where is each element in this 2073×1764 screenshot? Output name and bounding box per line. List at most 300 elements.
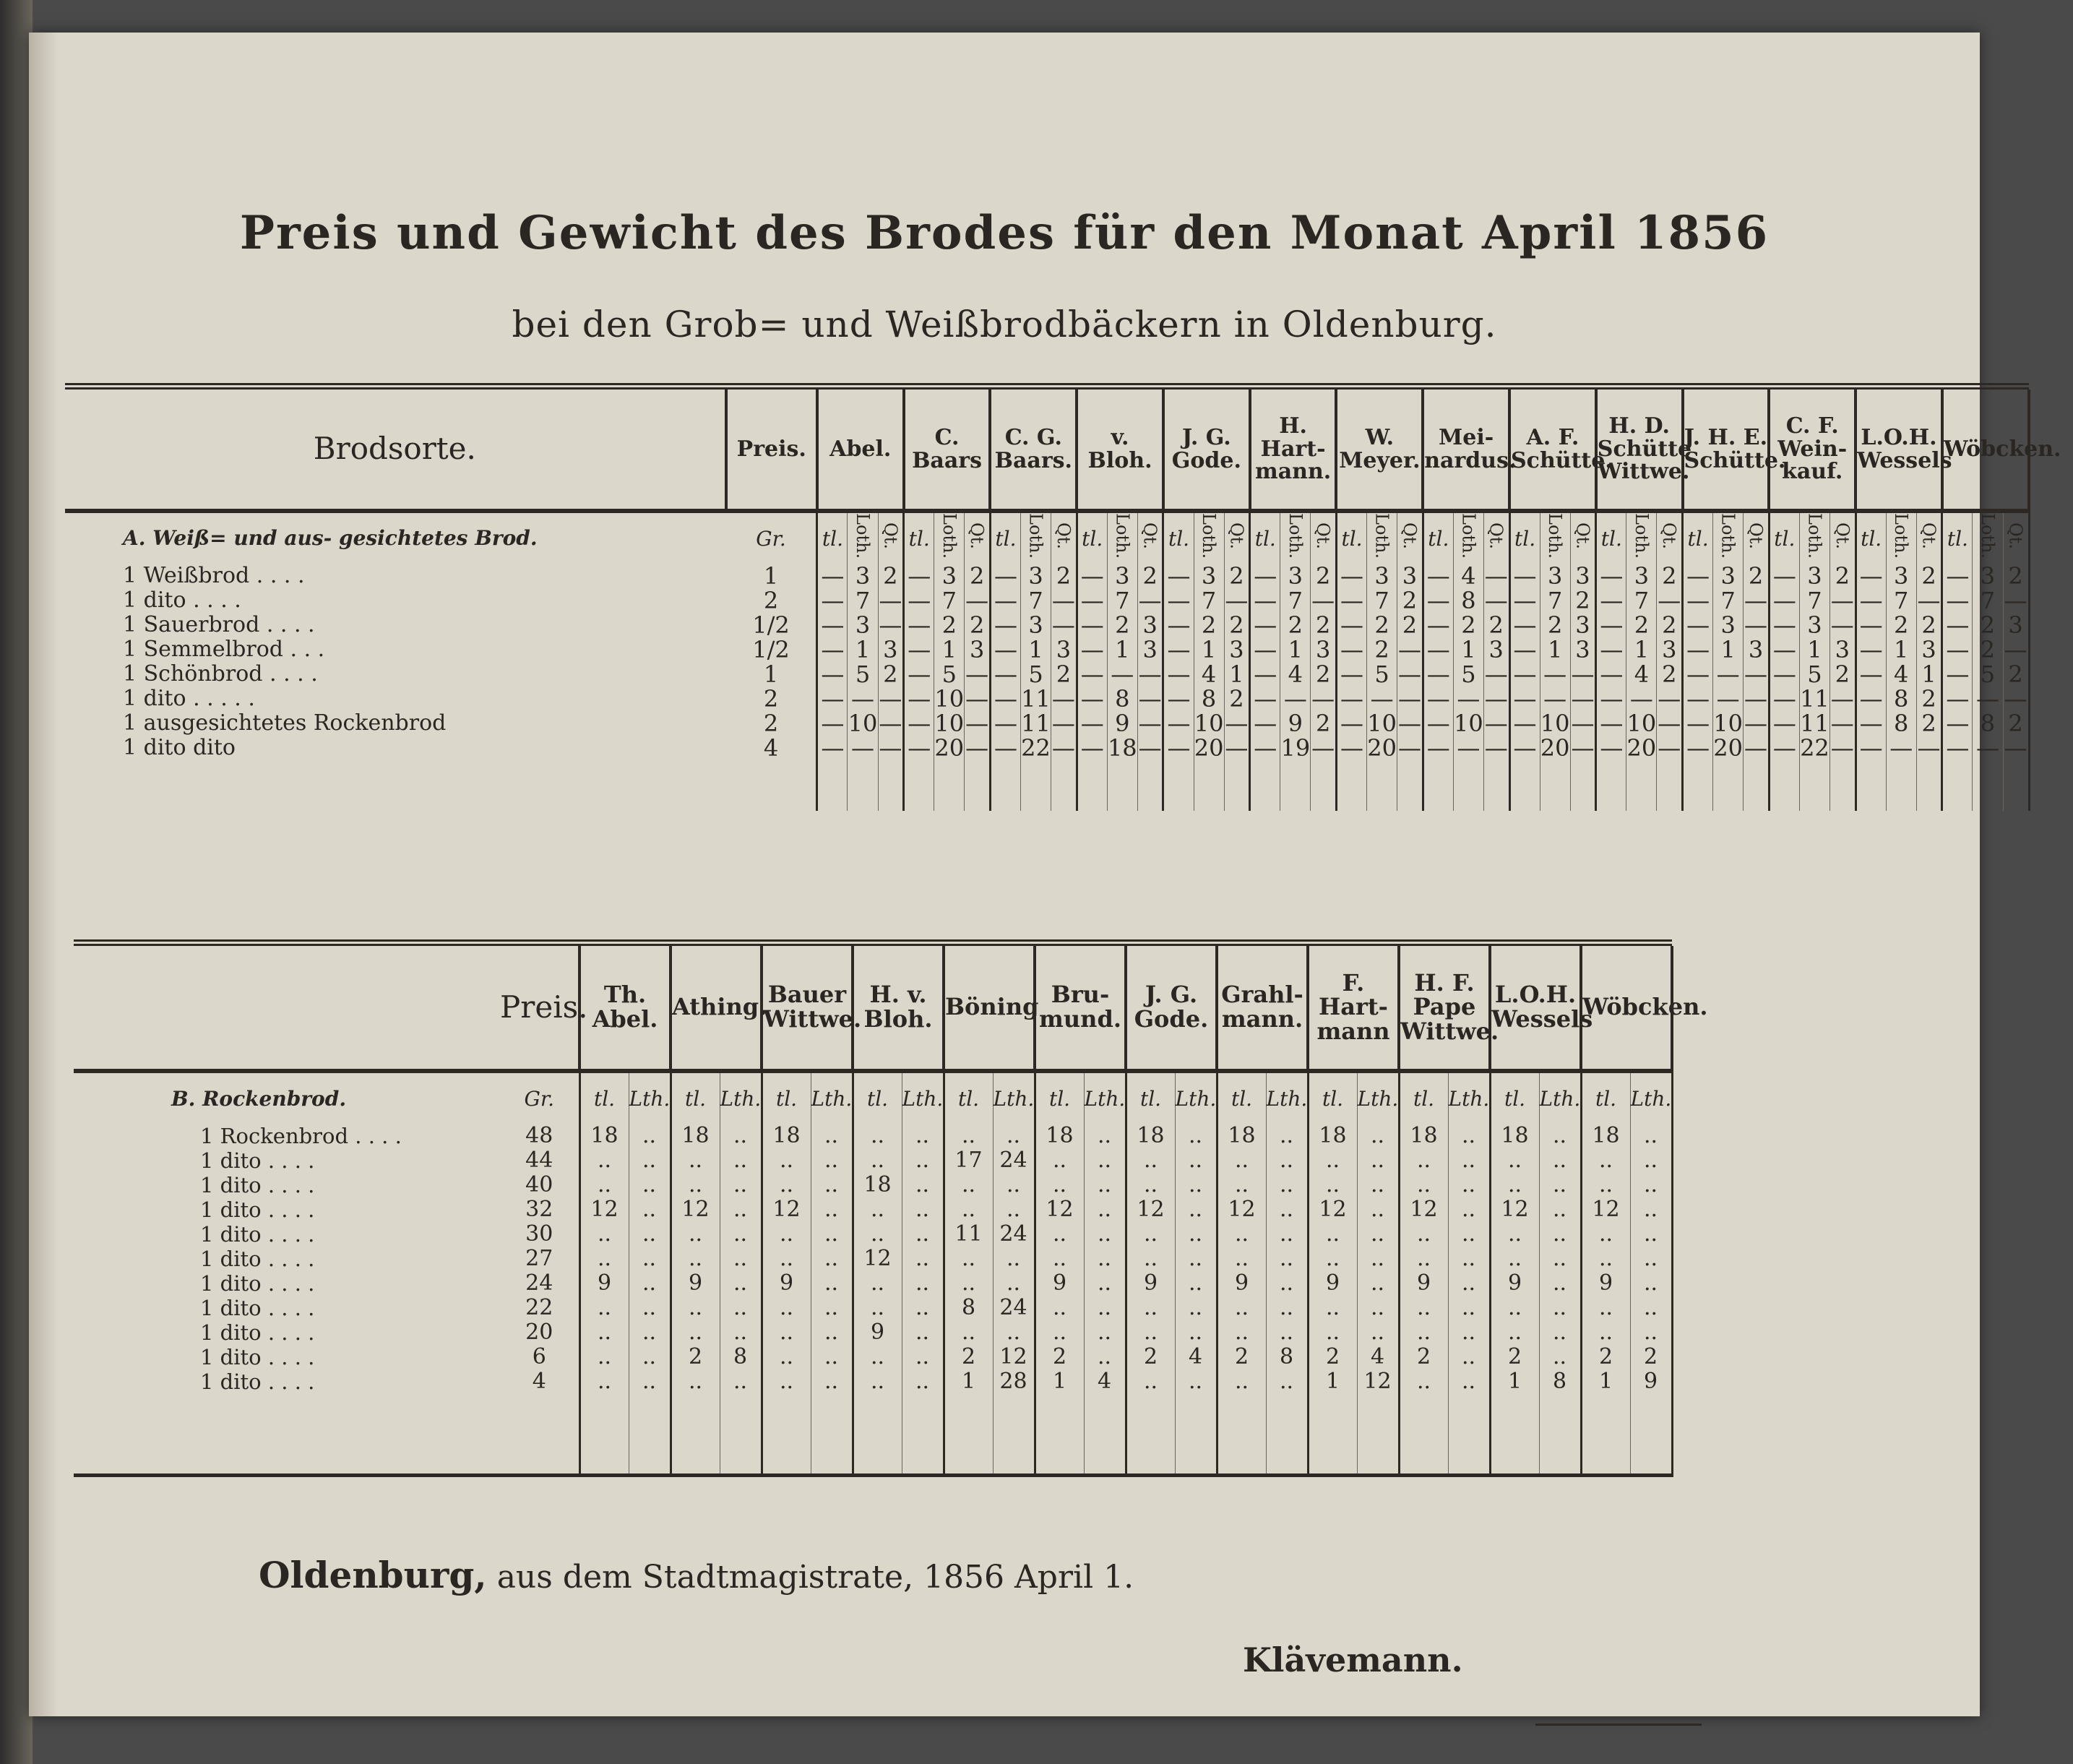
- cell-value: ..: [1035, 1222, 1084, 1247]
- cell-value: ..: [1035, 1247, 1084, 1271]
- cell-value: ..: [993, 1173, 1035, 1197]
- cell-value: —: [1077, 588, 1107, 613]
- unit-text: Loth.: [1285, 513, 1306, 559]
- signature-rule: [1535, 1724, 1702, 1726]
- cell-value: 9: [1308, 1271, 1357, 1296]
- cell-value: 2: [965, 564, 991, 588]
- table-row: [74, 1148, 1672, 1173]
- cell-value: 3: [1973, 564, 2003, 588]
- cell-value: ..: [811, 1197, 853, 1222]
- cell-value: 2: [1399, 1345, 1448, 1369]
- cell-value: —: [1224, 711, 1250, 736]
- cell-value: —: [1483, 736, 1509, 760]
- unit-label: Lth.: [811, 1073, 853, 1124]
- cell-value: ..: [1399, 1148, 1448, 1173]
- cell-value: ..: [1581, 1296, 1630, 1320]
- unit-label: [990, 513, 1020, 564]
- table-row: [74, 1271, 1672, 1296]
- unit-text: Loth.: [939, 513, 960, 559]
- cell-value: ..: [1448, 1345, 1490, 1369]
- cell-value: —: [1942, 637, 1973, 662]
- cell-value: —: [1744, 613, 1770, 637]
- unit-label: [2003, 513, 2029, 564]
- cell-value: ..: [853, 1271, 902, 1296]
- cell-value: 11: [1800, 685, 1830, 713]
- cell-value: ..: [902, 1345, 944, 1369]
- row-label: 1 dito . . . .: [200, 1345, 315, 1369]
- cell-value: —: [1856, 588, 1886, 613]
- cell-value: ..: [811, 1247, 853, 1271]
- cell-value: —: [1916, 736, 1942, 760]
- cell-value: ..: [902, 1124, 944, 1148]
- cell-value: ..: [720, 1197, 762, 1222]
- cell-value: 3: [1916, 637, 1942, 662]
- cell-value: ..: [1448, 1124, 1490, 1148]
- cell-value: ..: [1581, 1247, 1630, 1271]
- cell-value: ..: [671, 1369, 720, 1394]
- cell-value: 2: [1224, 613, 1250, 637]
- column-header: J. G. Gode.: [1163, 390, 1250, 511]
- unit-label: tl.: [1035, 1073, 1084, 1124]
- cell-value: —: [1830, 687, 1856, 711]
- cell-value: —: [1856, 613, 1886, 637]
- row-price: 40: [500, 1173, 579, 1197]
- cell-value: 12: [1399, 1197, 1448, 1222]
- cell-value: ..: [853, 1369, 902, 1394]
- unit-label: [1570, 513, 1596, 564]
- cell-value: 3: [1886, 564, 1916, 588]
- unit-text: Qt.: [1226, 522, 1247, 550]
- row-price: 1: [726, 564, 817, 588]
- cell-value: —: [1509, 637, 1540, 662]
- cell-value: 2: [1397, 613, 1423, 637]
- cell-value: —: [1626, 687, 1657, 711]
- cell-value: —: [1163, 564, 1194, 588]
- row-price: 2: [726, 588, 817, 613]
- row-price: 4: [500, 1369, 579, 1394]
- cell-value: ..: [1630, 1148, 1672, 1173]
- unit-label: Lth.: [720, 1073, 762, 1124]
- cell-value: ..: [811, 1345, 853, 1369]
- cell-value: 3: [934, 564, 965, 588]
- cell-value: 8: [1453, 588, 1483, 613]
- cell-value: 2: [1397, 588, 1423, 613]
- cell-value: —: [1830, 711, 1856, 736]
- unit-label: [965, 513, 991, 564]
- cell-value: 2: [1973, 637, 2003, 662]
- cell-value: —: [817, 564, 848, 588]
- cell-value: —: [1570, 711, 1596, 736]
- cell-value: ..: [720, 1124, 762, 1148]
- cell-value: ..: [902, 1296, 944, 1320]
- cell-value: ..: [629, 1173, 671, 1197]
- cell-value: —: [1423, 613, 1453, 637]
- cell-value: 2: [2003, 711, 2029, 736]
- cell-value: 9: [1581, 1271, 1630, 1296]
- unit-label: tl.: [1217, 1073, 1266, 1124]
- cell-value: 20: [1540, 734, 1570, 762]
- cell-value: 12: [993, 1345, 1035, 1369]
- cell-value: —: [1856, 637, 1886, 662]
- cell-value: ..: [1630, 1222, 1672, 1247]
- cell-value: —: [1077, 711, 1107, 736]
- cell-value: 18: [1035, 1124, 1084, 1148]
- cell-value: —: [1942, 711, 1973, 736]
- cell-value: 10: [1713, 710, 1744, 738]
- cell-value: —: [1657, 711, 1683, 736]
- row-label: 1 Sauerbrod . . . .: [123, 612, 315, 638]
- cell-value: ..: [1448, 1320, 1490, 1345]
- cell-value: —: [1483, 711, 1509, 736]
- cell-value: —: [1683, 662, 1713, 687]
- cell-value: 7: [1367, 588, 1397, 613]
- cell-value: ..: [1175, 1320, 1217, 1345]
- cell-value: 2: [1224, 687, 1250, 711]
- unit-label: [1311, 513, 1337, 564]
- cell-value: 3: [1021, 564, 1051, 588]
- cell-value: ..: [762, 1369, 811, 1394]
- cell-value: 7: [848, 588, 878, 613]
- cell-value: 20: [1626, 734, 1657, 762]
- unit-label: [878, 513, 904, 564]
- cell-value: ..: [1630, 1247, 1672, 1271]
- unit-text: Loth.: [1371, 513, 1392, 559]
- cell-value: 3: [1137, 637, 1163, 662]
- cell-value: 1: [1035, 1369, 1084, 1394]
- unit-label: [1799, 513, 1830, 564]
- cell-value: ..: [762, 1148, 811, 1173]
- cell-value: —: [1077, 564, 1107, 588]
- cell-value: —: [1509, 588, 1540, 613]
- cell-value: 22: [1021, 734, 1051, 762]
- cell-value: 3: [1570, 564, 1596, 588]
- cell-value: 2: [1657, 662, 1683, 687]
- table-row: [65, 588, 2029, 613]
- unit-label: [1596, 513, 1626, 564]
- unit-text: Loth.: [1804, 513, 1825, 559]
- cell-value: —: [1137, 736, 1163, 760]
- cell-value: 12: [1490, 1197, 1539, 1222]
- cell-value: ..: [1217, 1320, 1266, 1345]
- cell-value: —: [1336, 662, 1366, 687]
- cell-value: —: [1596, 613, 1626, 637]
- cell-value: —: [1769, 687, 1799, 711]
- cell-value: ..: [720, 1148, 762, 1173]
- cell-value: ..: [811, 1369, 853, 1394]
- cell-value: 2: [934, 613, 965, 637]
- cell-value: ..: [1630, 1320, 1672, 1345]
- row-label: 1 dito . . . .: [200, 1222, 315, 1247]
- cell-value: —: [990, 564, 1020, 588]
- unit-label: tl.: [1126, 1073, 1175, 1124]
- cell-value: 2: [1916, 564, 1942, 588]
- unit-text: Qt.: [1139, 522, 1160, 550]
- unit-label: Lth.: [1266, 1073, 1308, 1124]
- unit-text: Qt.: [1918, 522, 1939, 550]
- cell-value: —: [817, 711, 848, 736]
- cell-value: 2: [1194, 613, 1224, 637]
- cell-value: —: [2003, 687, 2029, 711]
- cell-value: ..: [1357, 1197, 1399, 1222]
- cell-value: ..: [1308, 1222, 1357, 1247]
- column-header: Brodsorte.: [65, 390, 726, 511]
- column-header: H. v. Bloh.: [853, 946, 944, 1071]
- cell-value: ..: [1266, 1247, 1308, 1271]
- cell-value: —: [1051, 613, 1077, 637]
- cell-value: 1: [1713, 637, 1744, 662]
- cell-value: 3: [848, 564, 878, 588]
- row-label: 1 dito . . . .: [200, 1148, 315, 1173]
- cell-value: ..: [1126, 1247, 1175, 1271]
- row-price: 1/2: [726, 613, 817, 637]
- cell-value: 24: [993, 1296, 1035, 1320]
- cell-value: ..: [1266, 1173, 1308, 1197]
- cell-value: ..: [1175, 1197, 1217, 1222]
- cell-value: ..: [671, 1247, 720, 1271]
- cell-value: 3: [1713, 613, 1744, 637]
- cell-value: ..: [629, 1124, 671, 1148]
- cell-value: —: [1483, 588, 1509, 613]
- cell-value: —: [1509, 687, 1540, 711]
- cell-value: ..: [1175, 1271, 1217, 1296]
- cell-value: —: [1570, 687, 1596, 711]
- cell-value: —: [904, 637, 934, 662]
- cell-value: —: [1107, 662, 1137, 687]
- cell-value: ..: [993, 1320, 1035, 1345]
- unit-label: [1916, 513, 1942, 564]
- cell-value: —: [1423, 711, 1453, 736]
- cell-value: —: [904, 662, 934, 687]
- cell-value: 1: [1280, 637, 1311, 662]
- cell-value: 7: [1886, 588, 1916, 613]
- cell-value: 7: [1021, 588, 1051, 613]
- row-price: 1: [726, 662, 817, 687]
- unit-label: Lth.: [629, 1073, 671, 1124]
- cell-value: ..: [1084, 1197, 1126, 1222]
- cell-value: 20: [1367, 734, 1397, 762]
- row-price: 22: [500, 1296, 579, 1320]
- cell-value: ..: [1266, 1271, 1308, 1296]
- cell-value: 3: [1397, 564, 1423, 588]
- cell-value: 24: [993, 1222, 1035, 1247]
- cell-value: 2: [944, 1345, 993, 1369]
- row-label: 1 dito . . . .: [123, 588, 241, 614]
- cell-value: —: [1596, 662, 1626, 687]
- cell-value: ..: [993, 1124, 1035, 1148]
- cell-value: —: [1683, 736, 1713, 760]
- column-header: Böning: [944, 946, 1035, 1071]
- cell-value: —: [1570, 736, 1596, 760]
- cell-value: —: [1051, 711, 1077, 736]
- cell-value: 1: [1021, 637, 1051, 662]
- cell-value: 2: [1051, 564, 1077, 588]
- footer-dateline: [259, 1554, 1134, 1596]
- unit-text: tl.: [995, 526, 1017, 551]
- cell-value: 9: [762, 1271, 811, 1296]
- cell-value: 18: [1126, 1124, 1175, 1148]
- cell-value: ..: [1084, 1271, 1126, 1296]
- cell-value: ..: [1357, 1247, 1399, 1271]
- cell-value: —: [1744, 588, 1770, 613]
- column-header: J. H. E. Schütte.: [1683, 390, 1770, 511]
- cell-value: ..: [1399, 1369, 1448, 1394]
- cell-value: —: [965, 662, 991, 687]
- cell-value: ..: [902, 1320, 944, 1345]
- cell-value: ..: [853, 1345, 902, 1369]
- cell-value: ..: [1399, 1320, 1448, 1345]
- unit-label: [1769, 513, 1799, 564]
- cell-value: ..: [1175, 1222, 1217, 1247]
- cell-value: ..: [1266, 1197, 1308, 1222]
- cell-value: 8: [1107, 687, 1137, 711]
- unit-text: Qt.: [1659, 522, 1680, 550]
- column-header: W. Meyer.: [1336, 390, 1423, 511]
- cell-value: ..: [1357, 1148, 1399, 1173]
- unit-text: tl.: [1428, 526, 1449, 551]
- cell-value: 2: [1570, 588, 1596, 613]
- cell-value: —: [1397, 687, 1423, 711]
- unit-label: [1397, 513, 1423, 564]
- cell-value: 3: [1367, 564, 1397, 588]
- cell-value: 3: [1021, 613, 1051, 637]
- cell-value: ..: [1217, 1247, 1266, 1271]
- cell-value: 10: [934, 685, 965, 713]
- column-header: Grahl- mann.: [1217, 946, 1308, 1071]
- cell-value: —: [1509, 662, 1540, 687]
- cell-value: —: [1769, 564, 1799, 588]
- cell-value: 7: [1540, 588, 1570, 613]
- cell-value: 12: [671, 1197, 720, 1222]
- unit-label: [934, 513, 965, 564]
- cell-value: 22: [1800, 734, 1830, 762]
- cell-value: —: [1683, 687, 1713, 711]
- cell-value: 12: [1126, 1197, 1175, 1222]
- cell-value: 2: [1224, 564, 1250, 588]
- cell-value: —: [990, 711, 1020, 736]
- cell-value: —: [1683, 637, 1713, 662]
- cell-value: 9: [1399, 1271, 1448, 1296]
- unit-label: [1657, 513, 1683, 564]
- cell-value: ..: [1217, 1222, 1266, 1247]
- cell-value: ..: [1448, 1296, 1490, 1320]
- cell-value: 3: [1744, 637, 1770, 662]
- cell-value: ..: [1357, 1271, 1399, 1296]
- cell-value: ..: [629, 1345, 671, 1369]
- cell-value: ..: [1084, 1296, 1126, 1320]
- cell-value: ..: [1490, 1247, 1539, 1271]
- unit-label: [1423, 513, 1453, 564]
- cell-value: ..: [853, 1197, 902, 1222]
- cell-value: —: [1336, 687, 1366, 711]
- cell-value: —: [1137, 687, 1163, 711]
- page-subtitle: bei den Grob= und Weißbrodbäckern in Oldenburg.: [512, 304, 1497, 345]
- column-header: L.O.H. Wessels: [1490, 946, 1581, 1071]
- table-row: [74, 1247, 1672, 1271]
- cell-value: ..: [1448, 1173, 1490, 1197]
- cell-value: 1: [1224, 662, 1250, 687]
- cell-value: 5: [934, 662, 965, 687]
- cell-value: ..: [1217, 1173, 1266, 1197]
- cell-value: 5: [1367, 662, 1397, 687]
- document-page: [29, 33, 2061, 1716]
- cell-value: —: [1051, 687, 1077, 711]
- unit-text: tl.: [1341, 526, 1363, 551]
- cell-value: ..: [1357, 1222, 1399, 1247]
- cell-value: 7: [1626, 588, 1657, 613]
- cell-value: ..: [1357, 1320, 1399, 1345]
- cell-value: ..: [1084, 1124, 1126, 1148]
- cell-value: 20: [1713, 734, 1744, 762]
- cell-value: ..: [579, 1296, 629, 1320]
- footer-signature: Klävemann.: [1243, 1640, 1463, 1679]
- column-header: A. F. Schütte.: [1509, 390, 1596, 511]
- column-header: H. D. Schütte Wittwe.: [1596, 390, 1683, 511]
- cell-value: ..: [1448, 1197, 1490, 1222]
- table-row: [65, 736, 2029, 760]
- cell-value: ..: [671, 1222, 720, 1247]
- cell-value: 20: [934, 734, 965, 762]
- cell-value: —: [1744, 736, 1770, 760]
- row-price: 1/2: [726, 637, 817, 662]
- unit-label: [1137, 513, 1163, 564]
- cell-value: ..: [671, 1320, 720, 1345]
- unit-label: [1051, 513, 1077, 564]
- footer-text: aus dem Stadtmagistrate, 1856 April 1.: [496, 1559, 1134, 1596]
- cell-value: —: [1250, 736, 1280, 760]
- unit-label: [817, 513, 848, 564]
- cell-value: 2: [1280, 613, 1311, 637]
- cell-value: ..: [1126, 1148, 1175, 1173]
- cell-value: 10: [934, 710, 965, 738]
- cell-value: ..: [902, 1247, 944, 1271]
- cell-value: —: [817, 736, 848, 760]
- column-header: Bauer Wittwe.: [762, 946, 853, 1071]
- cell-value: —: [1311, 736, 1337, 760]
- cell-value: —: [1311, 588, 1337, 613]
- cell-value: 1: [1490, 1369, 1539, 1394]
- cell-value: —: [1744, 687, 1770, 711]
- cell-value: 2: [1367, 613, 1397, 637]
- cell-value: —: [1483, 687, 1509, 711]
- cell-value: 10: [1454, 710, 1483, 738]
- cell-value: ..: [944, 1271, 993, 1296]
- cell-value: —: [1163, 613, 1194, 637]
- cell-value: 1: [1581, 1369, 1630, 1394]
- cell-value: —: [1856, 662, 1886, 687]
- cell-value: ..: [1084, 1148, 1126, 1173]
- cell-value: ..: [1175, 1296, 1217, 1320]
- unit-text: Qt.: [967, 522, 988, 550]
- unit-text: tl.: [908, 526, 930, 551]
- unit-label: [1483, 513, 1509, 564]
- cell-value: —: [848, 687, 878, 711]
- cell-value: ..: [993, 1247, 1035, 1271]
- cell-value: 18: [1217, 1124, 1266, 1148]
- cell-value: —: [1397, 711, 1423, 736]
- cell-value: ..: [853, 1296, 902, 1320]
- cell-value: ..: [1126, 1173, 1175, 1197]
- unit-label: [904, 513, 934, 564]
- cell-value: —: [1163, 711, 1194, 736]
- cell-value: 4: [1194, 662, 1224, 687]
- cell-value: —: [1596, 564, 1626, 588]
- preis-unit: Gr.: [726, 513, 817, 564]
- book-spine: [0, 0, 33, 1764]
- column-header: C. G. Baars.: [990, 390, 1077, 511]
- cell-value: —: [990, 637, 1020, 662]
- cell-value: ..: [762, 1173, 811, 1197]
- cell-value: ..: [629, 1247, 671, 1271]
